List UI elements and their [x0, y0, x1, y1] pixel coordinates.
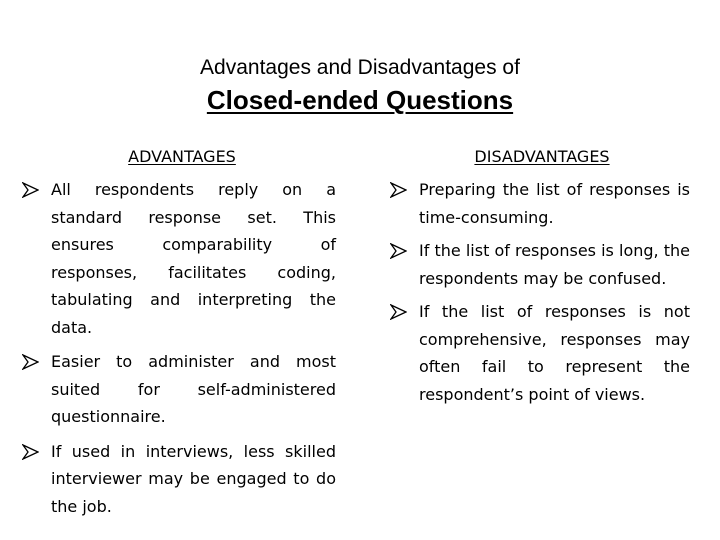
title-line-2: Closed-ended Questions	[206, 85, 514, 115]
advantage-item	[22, 438, 336, 521]
arrowhead-bullet-icon	[390, 243, 407, 259]
arrowhead-bullet-icon	[390, 182, 407, 198]
disadvantage-text: If the list of responses is not comprehensive, responses may often fail to represent the respondent’s point of views.	[419, 302, 690, 404]
arrowhead-bullet-icon	[22, 182, 39, 198]
advantage-text: All respondents reply on a standard response set. This ensures comparability of responses, facilitates coding, tabulating and interpreting the data.	[51, 180, 336, 337]
title-line-1: Advantages and Disadvantages of	[200, 56, 520, 79]
disadvantage-item	[390, 237, 690, 292]
disadvantages-list	[390, 176, 690, 408]
advantage-text: If used in interviews, less skilled interviewer may be engaged to do the job.	[51, 441, 336, 516]
advantage-text: Easier to administer and most suited for self-administered questionnaire.	[51, 352, 336, 426]
arrowhead-bullet-icon	[390, 304, 407, 320]
arrowhead-bullet-icon	[22, 444, 39, 460]
arrowhead-bullet-icon	[22, 354, 39, 370]
disadvantages-heading: DISADVANTAGES	[474, 147, 610, 166]
advantages-heading: ADVANTAGES	[128, 147, 236, 166]
advantage-item	[22, 348, 336, 431]
disadvantage-text: If the list of responses is long, the respondents may be confused.	[419, 241, 690, 288]
disadvantage-item	[390, 176, 690, 231]
advantages-list	[22, 176, 336, 520]
advantage-item	[22, 176, 336, 341]
disadvantage-item	[390, 298, 690, 408]
disadvantage-text: Preparing the list of responses is time-consuming.	[419, 180, 690, 227]
